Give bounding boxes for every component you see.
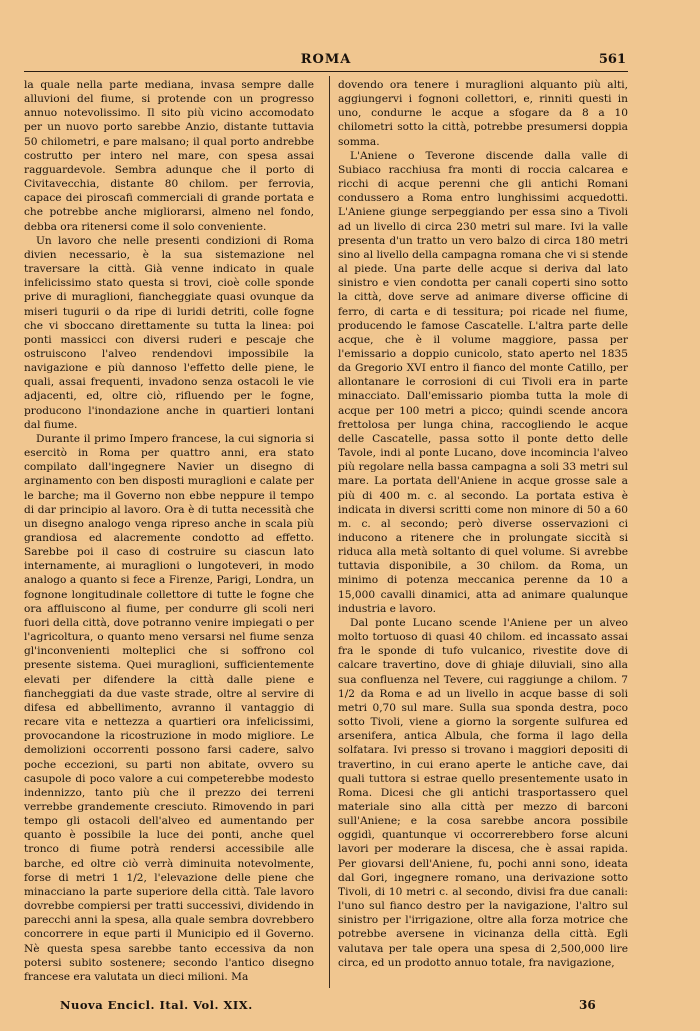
paragraph: dovendo ora tenere i muraglioni alquanto più alti, aggiungervi i fognoni collettori, e, rinniti questi in uno, condurne le acque a sfogare da 8 a 10 chilometri sotto la città, potrebbe presumersi doppia somma. [338, 79, 628, 148]
column-divider [329, 76, 330, 988]
footer-citation: Nuova Encicl. Ital. Vol. XIX. [60, 998, 253, 1012]
paragraph: Dal ponte Lucano scende l'Aniene per un alveo molto tortuoso di quasi 40 chilom. ed incassato assai fra le sponde di tufo vulcanico, rivestite dove di calcare travertino, dove di ghiaje diluviali, sino alla sua confluenza nel Tevere, cui raggiunge a chilom. 7 1/2 da Roma e ad un livello in acque basse di soli metri 0,70 sul mare. Sulla sua sponda destra, poco sotto Tivoli, viene a giorno la sorgente sulfurea ed arsenifera, antica Albula, che forma il lago della solfatara. Ivi presso si trovano i maggiori depositi di travertino, in cui erano aperte le antiche cave, dai quali tuttora si estrae quello presentemente usato in Roma. Dicesi che gli antichi trasportassero quel materiale sino alla città per mezzo di barconi sull'Aniene; e la cosa sarebbe ancora possibile oggidì, quantunque vi occorrerebbero forse alcuni lavori per moderare la discesa, che è assai rapida. Per giovarsi dell'Aniene, fu, pochi anni sono, ideata dal Gori, ingegnere romano, una derivazione sotto Tivoli, di 10 metri c. al secondo, divisi fra due canali: l'uno sul fianco destro per la navigazione, l'altro sul sinistro per l'irrigazione, oltre alla forza motrice che potrebbe aversene in vicinanza della città. Egli valutava per tale opera una spesa di 2,500,000 lire circa, ed un prodotto annuo totale, fra navigazione, [338, 616, 628, 969]
page-number: 561 [598, 52, 626, 67]
paragraph: Durante il primo Impero francese, la cui signoria si esercitò in Roma per quattro anni, era stato compilato dall'ingegnere Navier un disegno di arginamento con ben disposti muraglioni e calate per le barche; ma il Governo non ebbe neppure il tempo di dar principio al lavoro. Ora è di tutta necessità che un disegno analogo venga ripreso anche in scala più grandiosa ed alacremente condotto ad effetto. Sarebbe poi il caso di costruire su ciascun lato internamente, ai muraglioni o lungoteveri, in modo analogo a quanto si fece a Firenze, Parigi, Londra, un fognone longitudinale collettore di tutte le fogne che ora affluiscono al fiume, per condurre gli scoli neri fuori della città, dove potranno venire impiegati o per l'agricoltura, o quanto meno versarsi nel fiume senza gl'inconvenienti molteplici che si soffrono col presente sistema. Quei muraglioni, sufficientemente elevati per difendere la città dalle piene e fiancheggiati da due vaste strade, oltre al servire di difesa ed abbellimento, avranno il vantaggio di recare vita e nettezza a quartieri ora infelicissimi, provocandone la ricostruzione in modo migliore. Le demolizioni occorrenti possono farsi cadere, salvo poche eccezioni, su parti non abitate, ovvero su casupole di poco valore a cui competerebbe modesto indennizzo, tanto più che il prezzo dei terreni verrebbe grandemente cresciuto. Rimovendo in pari tempo gli ostacoli dell'alveo ed aumentando per quanto è possibile la luce dei ponti, anche quel tronco di fiume potrà rendersi accessibile alle barche, ed oltre ciò verrà diminuita notevolmente, forse di metri 1 1/2, l'elevazione delle piene che minacciano la parte superiore della città. Tale lavoro dovrebbe compiersi per tratti successivi, dividendo in parecchi anni la spesa, alla quale sembra dovrebbero concorrere in eque parti il Municipio ed il Governo. Nè questa spesa sarebbe tanto eccessiva da non potersi subito sostenere; secondo l'antico disegno francese era valutata un dieci milioni. Ma [24, 432, 314, 983]
signature-mark: 36 [579, 998, 596, 1012]
paragraph: L'Aniene o Teverone discende dalla valle di Subiaco racchiusa fra monti di roccia calcarea e ricchi di acque perenni che gli antichi Romani condussero a Roma entro lunghissimi acquedotti. L'Aniene giunge serpeggiando per essa sino a Tivoli ad un livello di circa 230 metri sul mare. Ivi la valle presenta d'un tratto un vero balzo di circa 180 metri sino al livello della campagna romana che vi si stende al piede. Una parte delle acque si deriva dal lato sinistro e vien condotta per canali coperti sino sotto la città, dove serve ad animare diverse officine di ferro, di carta e di tessitura; poi ricade nel fiume, producendo le famose Cascatelle. L'altra parte delle acque, che è il volume maggiore, passa per l'emissario a doppio cunicolo, stato aperto nel 1835 da Gregorio XVI entro il fianco del monte Catillo, per allontanare le corrosioni di cui Tivoli era in parte minacciato. Dall'emissario piomba tutta la mole di acque per 100 metri a picco; quindi scende ancora frettolosa per lunga china, raccogliendo le acque delle Cascatelle, passa sotto il ponte detto delle Tavole, indi al ponte Lucano, dove incomincia l'alveo più regolare nella bassa campagna a soli 33 metri sul mare. La portata dell'Aniene in acque grosse sale a più di 400 m. c. al secondo. La portata estiva è indicata in diversi scritti come non minore di 50 a 60 m. c. al secondo; però diverse osservazioni ci inducono a ritenere che in prolungate siccità si riduca alla metà soltanto di quel volume. Si avrebbe tuttavia disponibile, a 30 chilom. da Roma, un minimo di potenza meccanica perenne da 10 a 15,000 cavalli dinamici, atta ad animare qualunque industria e lavoro. [338, 149, 628, 615]
right-column [338, 78, 628, 970]
left-column [24, 78, 314, 984]
running-title: ROMA [300, 52, 352, 67]
paragraph: la quale nella parte mediana, invasa sempre dalle alluvioni del fiume, si protende con un progresso annuo notevolissimo. Il sito più vicino accomodato per un nuovo porto sarebbe Anzio, distante tuttavia 50 chilometri, e pare malsano; il qual porto andrebbe costrutto per intero nel mare, con spesa assai ragguardevole. Sembra adunque che il porto di Civitavecchia, distante 80 chilom. per ferrovia, capace dei piroscafi commerciali di grande portata e che potrebbe anche migliorarsi, almeno nel fondo, debba ora ritenersi come il solo conveniente. [24, 79, 314, 233]
header-rule [24, 71, 628, 72]
paragraph: Un lavoro che nelle presenti condizioni di Roma divien necessario, è la sua sistemazione nel traversare la città. Già venne indicato in quale infelicissimo stato questa si trovi, cioè colle sponde prive di muraglioni, fiancheggiate quasi ovunque da miseri tugurii o da ripe di luridi detriti, colle fogne che vi sboccano direttamente su tutta la linea: poi ponti massicci con diversi ruderi e pescaje che ostruiscono l'alveo rendendovi impossibile la navigazione e più dannoso l'effetto delle piene, le quali, assai frequenti, invadono senza ostacoli le vie adjacenti, ed, oltre ciò, rifluendo per le fogne, producono l'inondazione anche in quartieri lontani dal fiume. [24, 234, 314, 431]
